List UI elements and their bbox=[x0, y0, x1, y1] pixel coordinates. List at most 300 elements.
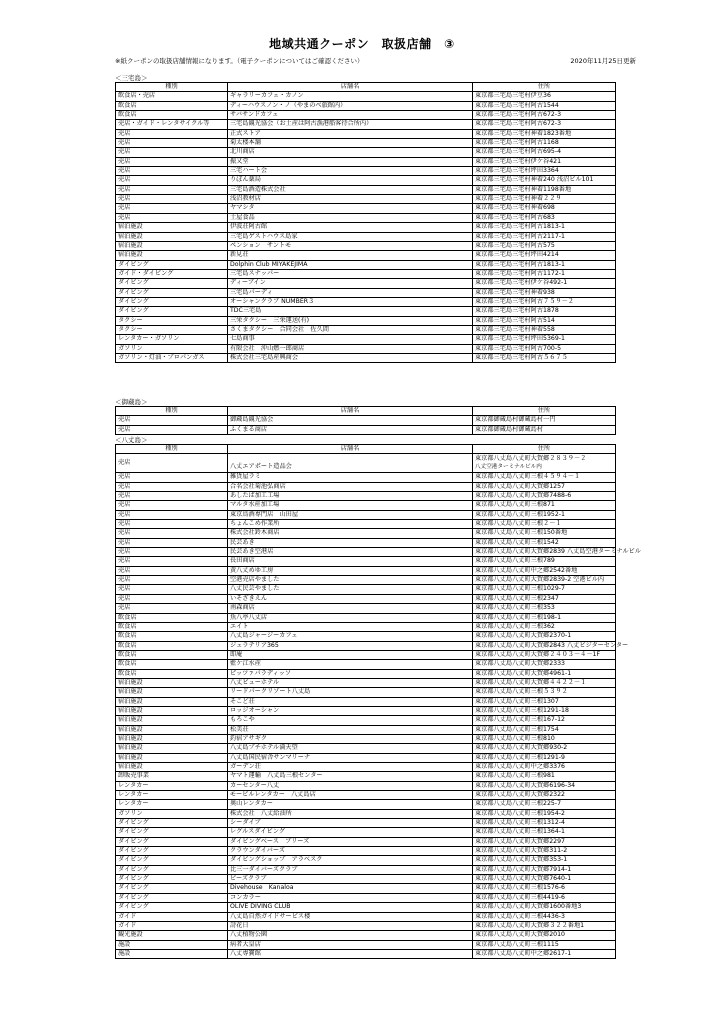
store-table-hachijo bbox=[115, 444, 641, 959]
table-row bbox=[116, 669, 616, 678]
store-type: 売店 bbox=[116, 139, 228, 148]
store-name: 民芸あき bbox=[228, 538, 473, 547]
store-type: ダイビング bbox=[116, 875, 228, 884]
store-address: 東京都三宅島三宅村阿古514 bbox=[473, 316, 616, 325]
store-type: 売店 bbox=[116, 195, 228, 204]
store-table-miyake bbox=[115, 82, 616, 363]
header-type: 種別 bbox=[116, 407, 228, 416]
document-note: ※紙クーポンの取扱店舗情報になります。（電子クーポンについてはご確認ください） bbox=[115, 57, 364, 65]
table-row bbox=[116, 176, 616, 185]
store-type: ガソリン bbox=[116, 809, 228, 818]
table-row bbox=[116, 921, 616, 930]
store-type: レンタカー bbox=[116, 781, 228, 790]
table-row bbox=[116, 232, 616, 241]
store-address: 東京都三宅島三宅村阿古５６７５ bbox=[473, 353, 616, 362]
store-type: 売店 bbox=[116, 129, 228, 138]
store-name: 空港売店やました bbox=[228, 576, 473, 585]
store-address: 東京都八丈島八丈町三根871 bbox=[473, 501, 616, 510]
store-address: 東京都三宅島三宅村阿古700-5 bbox=[473, 344, 616, 353]
table-row bbox=[116, 940, 616, 949]
table-row bbox=[116, 744, 616, 753]
table-header-row bbox=[116, 445, 616, 454]
store-address: 東京都八丈島八丈町三根810 bbox=[473, 734, 616, 743]
table-row bbox=[116, 819, 616, 828]
table-row bbox=[116, 763, 616, 772]
store-type: 宿泊施設 bbox=[116, 678, 228, 687]
store-type: 宿泊施設 bbox=[116, 734, 228, 743]
store-type: 飲食店 bbox=[116, 650, 228, 659]
store-type: ダイビング bbox=[116, 828, 228, 837]
store-address: 東京都八丈島八丈町大賀郷1600番地3 bbox=[473, 903, 616, 912]
store-name: 振又堂 bbox=[228, 157, 473, 166]
store-name: 三栄タクシー 三栄運送(有) bbox=[228, 316, 473, 325]
store-address: 東京都三宅島三宅村阿古695-4 bbox=[473, 148, 616, 157]
store-type: 宿泊施設 bbox=[116, 241, 228, 250]
table-row bbox=[116, 828, 616, 837]
store-name: ペンション サントモ bbox=[228, 241, 473, 250]
store-address: 東京都八丈島八丈町三根1115 bbox=[473, 940, 616, 949]
table-row bbox=[116, 613, 616, 622]
table-row bbox=[116, 800, 616, 809]
section-label-hachijo: ＜八丈島＞ bbox=[115, 436, 148, 444]
table-row bbox=[116, 195, 616, 204]
store-address: 東京都八丈島八丈町大賀郷2843 八丈ビジターセンター bbox=[473, 641, 616, 650]
store-type: ダイビング bbox=[116, 288, 228, 297]
store-type: タクシー bbox=[116, 325, 228, 334]
store-name: クラウンダイバーズ bbox=[228, 847, 473, 856]
store-address: 東京都御蔵島村御蔵島村一円 bbox=[473, 416, 616, 425]
table-row bbox=[116, 101, 616, 110]
store-type: 宿泊施設 bbox=[116, 763, 228, 772]
table-row bbox=[116, 129, 616, 138]
store-name: オーシャンクラブ NUMBER３ bbox=[228, 297, 473, 306]
store-address: 東京都八丈島八丈町三根５３９２ bbox=[473, 688, 616, 697]
store-address: 東京都三宅島三宅村阿古575 bbox=[473, 241, 616, 250]
store-name: 三宅島観光協会（お土産は阿古漁港船客待合所内） bbox=[228, 120, 473, 129]
store-name: サバサンドカフェ bbox=[228, 111, 473, 120]
store-name: 八丈ビューホテル bbox=[228, 678, 473, 687]
store-address: 東京都八丈島八丈町三根225-7 bbox=[473, 800, 616, 809]
store-type: 売店 bbox=[116, 176, 228, 185]
update-date: 2020年11月25日更新 bbox=[570, 57, 636, 65]
store-type: 宿泊施設 bbox=[116, 697, 228, 706]
table-row bbox=[116, 865, 616, 874]
store-address: 東京都八丈島八丈町大賀郷2010 bbox=[473, 931, 616, 940]
store-name: いそざきえん bbox=[228, 594, 473, 603]
store-type: 売店 bbox=[116, 538, 228, 547]
store-name: エイト bbox=[228, 622, 473, 631]
store-address: 東京都三宅島三宅村神着1198番地 bbox=[473, 185, 616, 194]
table-row bbox=[116, 204, 616, 213]
table-row bbox=[116, 501, 616, 510]
store-type: 施設 bbox=[116, 940, 228, 949]
store-type: 宿泊施設 bbox=[116, 223, 228, 232]
table-row bbox=[116, 344, 616, 353]
table-row bbox=[116, 856, 616, 865]
store-address: 東京都八丈島八丈町大賀郷３２２番地1 bbox=[473, 921, 616, 930]
table-row bbox=[116, 557, 616, 566]
store-type: 売店 bbox=[116, 501, 228, 510]
store-address: 東京都八丈島八丈町大賀郷7640-1 bbox=[473, 875, 616, 884]
table-row bbox=[116, 576, 616, 585]
store-type: 売店 bbox=[116, 576, 228, 585]
store-address: 東京都三宅島三宅村阿古2117-1 bbox=[473, 232, 616, 241]
store-type: 宿泊施設 bbox=[116, 688, 228, 697]
store-type: 売店・ガイド・レンタサイクル等 bbox=[116, 120, 228, 129]
store-name: 七島商事 bbox=[228, 335, 473, 344]
store-type: 売店 bbox=[116, 557, 228, 566]
store-address: 東京都八丈島八丈町三根353 bbox=[473, 604, 616, 613]
store-address: 東京都八丈島八丈町大賀郷２４０３－４－1F bbox=[473, 650, 616, 659]
store-address: 東京都八丈島八丈町大賀郷311-2 bbox=[473, 847, 616, 856]
store-name: 八丈島国民宿舎サンマリーナ bbox=[228, 753, 473, 762]
store-address: 東京都八丈島八丈町大賀郷353-1 bbox=[473, 856, 616, 865]
store-name: 北川商店 bbox=[228, 148, 473, 157]
store-name: シーダイブ bbox=[228, 819, 473, 828]
store-type: 売店 bbox=[116, 454, 228, 473]
store-address: 東京都八丈島八丈町三根4436-3 bbox=[473, 912, 616, 921]
table-row bbox=[116, 316, 616, 325]
store-name: ピッツァパラディッソ bbox=[228, 669, 473, 678]
table-row bbox=[116, 139, 616, 148]
store-type: 売店 bbox=[116, 510, 228, 519]
table-row bbox=[116, 510, 616, 519]
store-address: 東京都八丈島八丈町中之郷3376 bbox=[473, 763, 616, 772]
store-type: ダイビング bbox=[116, 847, 228, 856]
table-row bbox=[116, 791, 616, 800]
store-name: 三宅島酒造株式会社 bbox=[228, 185, 473, 194]
store-type: ダイビング bbox=[116, 297, 228, 306]
store-type: 卸販売事業 bbox=[116, 772, 228, 781]
store-type: 飲食店 bbox=[116, 101, 228, 110]
store-address: 東京都八丈島八丈町大賀郷2370-1 bbox=[473, 632, 616, 641]
store-name: ディーハウスノン・ノ（やまのべ旅館内） bbox=[228, 101, 473, 110]
store-type: 宿泊施設 bbox=[116, 706, 228, 715]
store-name: そこど荘 bbox=[228, 697, 473, 706]
store-address: 東京都八丈島八丈町三根1576-6 bbox=[473, 884, 616, 893]
store-address: 東京都八丈島八丈町三根1312-4 bbox=[473, 819, 616, 828]
table-row bbox=[116, 185, 616, 194]
table-row bbox=[116, 725, 616, 734]
store-address: 東京都八丈島八丈町三根1952-1 bbox=[473, 510, 616, 519]
table-row bbox=[116, 92, 616, 101]
table-row bbox=[116, 241, 616, 250]
store-address: 東京都三宅島三宅村神着1823番地 bbox=[473, 129, 616, 138]
store-type: 売店 bbox=[116, 473, 228, 482]
table-row bbox=[116, 912, 616, 921]
table-row bbox=[116, 157, 616, 166]
store-address: 東京都八丈島八丈町三根362 bbox=[473, 622, 616, 631]
table-row bbox=[116, 697, 616, 706]
store-name: 長田商店 bbox=[228, 557, 473, 566]
store-type: 施設 bbox=[116, 949, 228, 958]
table-row bbox=[116, 213, 616, 222]
store-address: 東京都八丈島八丈町三根150番地 bbox=[473, 529, 616, 538]
table-row bbox=[116, 781, 616, 790]
store-type: 売店 bbox=[116, 566, 228, 575]
store-address: 東京都八丈島八丈町三根198-1 bbox=[473, 613, 616, 622]
table-row bbox=[116, 688, 616, 697]
store-name: OLIVE DIVING CLUB bbox=[228, 903, 473, 912]
table-row bbox=[116, 111, 616, 120]
store-address: 東京都八丈島八丈町三根981 bbox=[473, 772, 616, 781]
store-type: ガソリン・灯油・プロパンガス bbox=[116, 353, 228, 362]
table-row bbox=[116, 335, 616, 344]
section-label-mikura: ＜御蔵島＞ bbox=[115, 398, 148, 406]
store-name: ダイビングベース ブリーズ bbox=[228, 837, 473, 846]
store-address: 東京都八丈島八丈町中之郷2617-1 bbox=[473, 949, 616, 958]
store-type: 売店 bbox=[116, 148, 228, 157]
store-name: マルタ水産加工場 bbox=[228, 501, 473, 510]
store-name: Dolphin Club MIYAKEJIMA bbox=[228, 260, 473, 269]
store-type: 売店 bbox=[116, 548, 228, 557]
table-row bbox=[116, 678, 616, 687]
store-type: 売店 bbox=[116, 157, 228, 166]
store-type: レンタカー bbox=[116, 791, 228, 800]
store-type: 宿泊施設 bbox=[116, 725, 228, 734]
table-row bbox=[116, 416, 616, 425]
store-type: 宿泊施設 bbox=[116, 251, 228, 260]
store-address: 東京都八丈島八丈町大賀郷6196-34 bbox=[473, 781, 616, 790]
store-address: 東京都三宅島三宅村阿古672-3 bbox=[473, 120, 616, 129]
table-row bbox=[116, 837, 616, 846]
store-address: 東京都八丈島八丈町大賀郷4961-1 bbox=[473, 669, 616, 678]
store-type: 売店 bbox=[116, 585, 228, 594]
store-name: 御蔵島観光協会 bbox=[228, 416, 473, 425]
store-name: 伊波荘阿古館 bbox=[228, 223, 473, 232]
store-address: 東京都八丈島八丈町三根1307 bbox=[473, 697, 616, 706]
header-type: 種別 bbox=[116, 83, 228, 92]
store-address: 東京都八丈島八丈町中之郷2542番地 bbox=[473, 566, 616, 575]
store-type: 売店 bbox=[116, 594, 228, 603]
store-type: 飲食店 bbox=[116, 111, 228, 120]
store-type: ダイビング bbox=[116, 307, 228, 316]
store-type: 売店 bbox=[116, 482, 228, 491]
store-address: 東京都三宅島三宅村坪田3364 bbox=[473, 167, 616, 176]
store-name: あしたば加工工場 bbox=[228, 492, 473, 501]
store-type: レンタカー bbox=[116, 800, 228, 809]
store-address: 東京都八丈島八丈町大賀郷2839-2 空港ビル内 bbox=[473, 576, 616, 585]
store-name: 株式会社三宅島産興商会 bbox=[228, 353, 473, 362]
store-address: 東京都八丈島八丈町大賀郷４４２２－１ bbox=[473, 678, 616, 687]
store-name: 藍ケ江水産 bbox=[228, 660, 473, 669]
store-address: 東京都八丈島八丈町三根1291-9 bbox=[473, 753, 616, 762]
store-address: 東京都八丈島八丈町三根1754 bbox=[473, 725, 616, 734]
store-name: 黄八丈めゆ工房 bbox=[228, 566, 473, 575]
store-name: 八丈島プチホテル満天望 bbox=[228, 744, 473, 753]
store-type: レンタカー・ガソリン bbox=[116, 335, 228, 344]
table-row bbox=[116, 660, 616, 669]
table-row bbox=[116, 353, 616, 362]
table-row bbox=[116, 279, 616, 288]
table-row bbox=[116, 706, 616, 715]
store-address: 東京都三宅島三宅村坪田5369-1 bbox=[473, 335, 616, 344]
store-address: 東京都御蔵島村御蔵島村 bbox=[473, 425, 616, 434]
store-name: 松美荘 bbox=[228, 725, 473, 734]
store-type: 飲食店 bbox=[116, 641, 228, 650]
store-type: ダイビング bbox=[116, 279, 228, 288]
header-address: 住所 bbox=[473, 407, 616, 416]
store-address: 東京都三宅島三宅村坪田4214 bbox=[473, 251, 616, 260]
store-address: 東京都八丈島八丈町大賀郷930-2 bbox=[473, 744, 616, 753]
store-name: 魚八亭八丈店 bbox=[228, 613, 473, 622]
store-address: 東京都三宅島三宅村神着２２９ bbox=[473, 195, 616, 204]
store-type: ダイビング bbox=[116, 837, 228, 846]
store-address: 東京都八丈島八丈町三根1542 bbox=[473, 538, 616, 547]
store-type: ダイビング bbox=[116, 903, 228, 912]
table-row bbox=[116, 482, 616, 491]
store-name: 有限会社 沖山燃一郎商店 bbox=[228, 344, 473, 353]
store-type: 売店 bbox=[116, 167, 228, 176]
store-address: 東京都三宅島三宅村神着558 bbox=[473, 325, 616, 334]
store-name: もろこや bbox=[228, 716, 473, 725]
table-row bbox=[116, 548, 616, 557]
table-row bbox=[116, 167, 616, 176]
store-address: 東京都三宅島三宅村神着240 浅沼ビル101 bbox=[473, 176, 616, 185]
store-type: 売店 bbox=[116, 416, 228, 425]
store-type: ガイド・ダイビング bbox=[116, 269, 228, 278]
store-type: 売店 bbox=[116, 492, 228, 501]
table-header-row bbox=[116, 83, 616, 92]
store-name: 三宅島スナッパー bbox=[228, 269, 473, 278]
store-name: 民芸あき空港店 bbox=[228, 548, 473, 557]
store-type: 売店 bbox=[116, 520, 228, 529]
table-row bbox=[116, 260, 616, 269]
table-row bbox=[116, 641, 616, 650]
header-store: 店舗名 bbox=[228, 407, 473, 416]
table-row bbox=[116, 734, 616, 743]
store-address: 東京都八丈島八丈町大賀郷7914-1 bbox=[473, 865, 616, 874]
table-row bbox=[116, 454, 616, 473]
store-name: Divehouse Kanaloa bbox=[228, 884, 473, 893]
store-address: 東京都八丈島八丈町三根1029-7 bbox=[473, 585, 616, 594]
store-name: 八丈専寶館 bbox=[228, 949, 473, 958]
store-type: ガイド bbox=[116, 912, 228, 921]
store-name: 株式会社 八丈給油所 bbox=[228, 809, 473, 818]
store-address: 東京都三宅島三宅村阿古683 bbox=[473, 213, 616, 222]
store-name: 八丈植物公園 bbox=[228, 931, 473, 940]
store-address bbox=[473, 454, 616, 473]
store-table-mikura bbox=[115, 406, 616, 435]
store-type: ダイビング bbox=[116, 865, 228, 874]
store-name: ちょんこめ作業所 bbox=[228, 520, 473, 529]
store-address: 東京都八丈島八丈町大賀郷2297 bbox=[473, 837, 616, 846]
store-name: 八丈エアポート造品会 bbox=[228, 454, 473, 473]
table-row bbox=[116, 223, 616, 232]
table-row bbox=[116, 604, 616, 613]
store-address: 東京都三宅島三宅村伊豆36 bbox=[473, 92, 616, 101]
store-name: ディーブイン bbox=[228, 279, 473, 288]
store-type: ガソリン bbox=[116, 344, 228, 353]
store-name: ギャラリーカフェ・カノン bbox=[228, 92, 473, 101]
header-address: 住所 bbox=[473, 445, 616, 454]
store-name: ヤマシタ bbox=[228, 204, 473, 213]
table-row bbox=[116, 884, 616, 893]
table-row bbox=[116, 492, 616, 501]
store-type: 売店 bbox=[116, 213, 228, 222]
store-name: カーセンター八丈 bbox=[228, 781, 473, 790]
store-type: タクシー bbox=[116, 316, 228, 325]
store-type: 飲食店 bbox=[116, 632, 228, 641]
store-name: 比三一ダイバーズクラブ bbox=[228, 865, 473, 874]
store-address: 東京都三宅島三宅村阿古1172-1 bbox=[473, 269, 616, 278]
header-address: 住所 bbox=[473, 83, 616, 92]
store-address: 東京都三宅島三宅村神着938 bbox=[473, 288, 616, 297]
store-name: 菊太楼本舗 bbox=[228, 139, 473, 148]
store-address: 東京都三宅島三宅村伊ケ谷492-1 bbox=[473, 279, 616, 288]
store-address: 東京都八丈島八丈町三根２－１ bbox=[473, 520, 616, 529]
store-name: 三宅島ゲストハウス島家 bbox=[228, 232, 473, 241]
store-address: 東京都三宅島三宅村阿古1878 bbox=[473, 307, 616, 316]
store-name: 詩花日 bbox=[228, 921, 473, 930]
store-address: 東京都三宅島三宅村伊ケ谷421 bbox=[473, 157, 616, 166]
store-name: 合名会社菊池弘商店 bbox=[228, 482, 473, 491]
table-row bbox=[116, 931, 616, 940]
store-type: 観光施設 bbox=[116, 931, 228, 940]
store-type: 飲食店・売店 bbox=[116, 92, 228, 101]
store-address: 東京都三宅島三宅村神着698 bbox=[473, 204, 616, 213]
store-type: 飲食店 bbox=[116, 622, 228, 631]
store-name: 東京鳥酒専門店 山田屋 bbox=[228, 510, 473, 519]
store-address-line: 東京都八丈島八丈町大賀郷２８３９－２ bbox=[475, 455, 587, 463]
table-row bbox=[116, 251, 616, 260]
store-name: ダイビングショップ アラベスク bbox=[228, 856, 473, 865]
store-address: 東京都八丈島八丈町三根1364-1 bbox=[473, 828, 616, 837]
store-address: 東京都八丈島八丈町大賀郷7488-6 bbox=[473, 492, 616, 501]
header-store: 店舗名 bbox=[228, 83, 473, 92]
store-type: 売店 bbox=[116, 204, 228, 213]
store-type: 売店 bbox=[116, 425, 228, 434]
store-address: 東京都八丈島八丈町大賀郷2839 八丈島空港ターミナルビル bbox=[473, 548, 616, 557]
store-name: 雑貨屋ラミ bbox=[228, 473, 473, 482]
store-name: ロッジオーシャン bbox=[228, 706, 473, 715]
table-row bbox=[116, 875, 616, 884]
store-address: 東京都八丈島八丈町三根1291-18 bbox=[473, 706, 616, 715]
store-address: 東京都八丈島八丈町三根2347 bbox=[473, 594, 616, 603]
store-name: 三宅ハート会 bbox=[228, 167, 473, 176]
store-type: ダイビング bbox=[116, 893, 228, 902]
table-row bbox=[116, 297, 616, 306]
table-row bbox=[116, 473, 616, 482]
store-name: 新見荘 bbox=[228, 251, 473, 260]
table-row bbox=[116, 594, 616, 603]
store-address: 東京都八丈島八丈町三根1954-2 bbox=[473, 809, 616, 818]
store-address: 東京都三宅島三宅村阿古1168 bbox=[473, 139, 616, 148]
store-name: 正式ストア bbox=[228, 129, 473, 138]
table-row bbox=[116, 753, 616, 762]
store-address: 東京都八丈島八丈町三根789 bbox=[473, 557, 616, 566]
store-name: TDC三宅島 bbox=[228, 307, 473, 316]
store-name: ふくまる商店 bbox=[228, 425, 473, 434]
store-address: 東京都八丈島八丈町大賀郷1257 bbox=[473, 482, 616, 491]
store-name: 即庵 bbox=[228, 650, 473, 659]
store-name: 病者大皇店 bbox=[228, 940, 473, 949]
store-name: ビーズクラブ bbox=[228, 875, 473, 884]
store-name: ガーデン荘 bbox=[228, 763, 473, 772]
store-name: コンカラー bbox=[228, 893, 473, 902]
header-type: 種別 bbox=[116, 445, 228, 454]
store-name: 南森商店 bbox=[228, 604, 473, 613]
table-row bbox=[116, 585, 616, 594]
table-row bbox=[116, 772, 616, 781]
document-title: 地域共通クーポン 取扱店舗 ③ bbox=[269, 37, 455, 51]
store-name: リードパークリゾート八丈島 bbox=[228, 688, 473, 697]
header-store: 店舗名 bbox=[228, 445, 473, 454]
store-name: 八丈島ジャージーカフェ bbox=[228, 632, 473, 641]
store-type: ダイビング bbox=[116, 884, 228, 893]
store-name: 浅沼教材店 bbox=[228, 195, 473, 204]
store-address: 東京都三宅島三宅村阿古1813-1 bbox=[473, 260, 616, 269]
